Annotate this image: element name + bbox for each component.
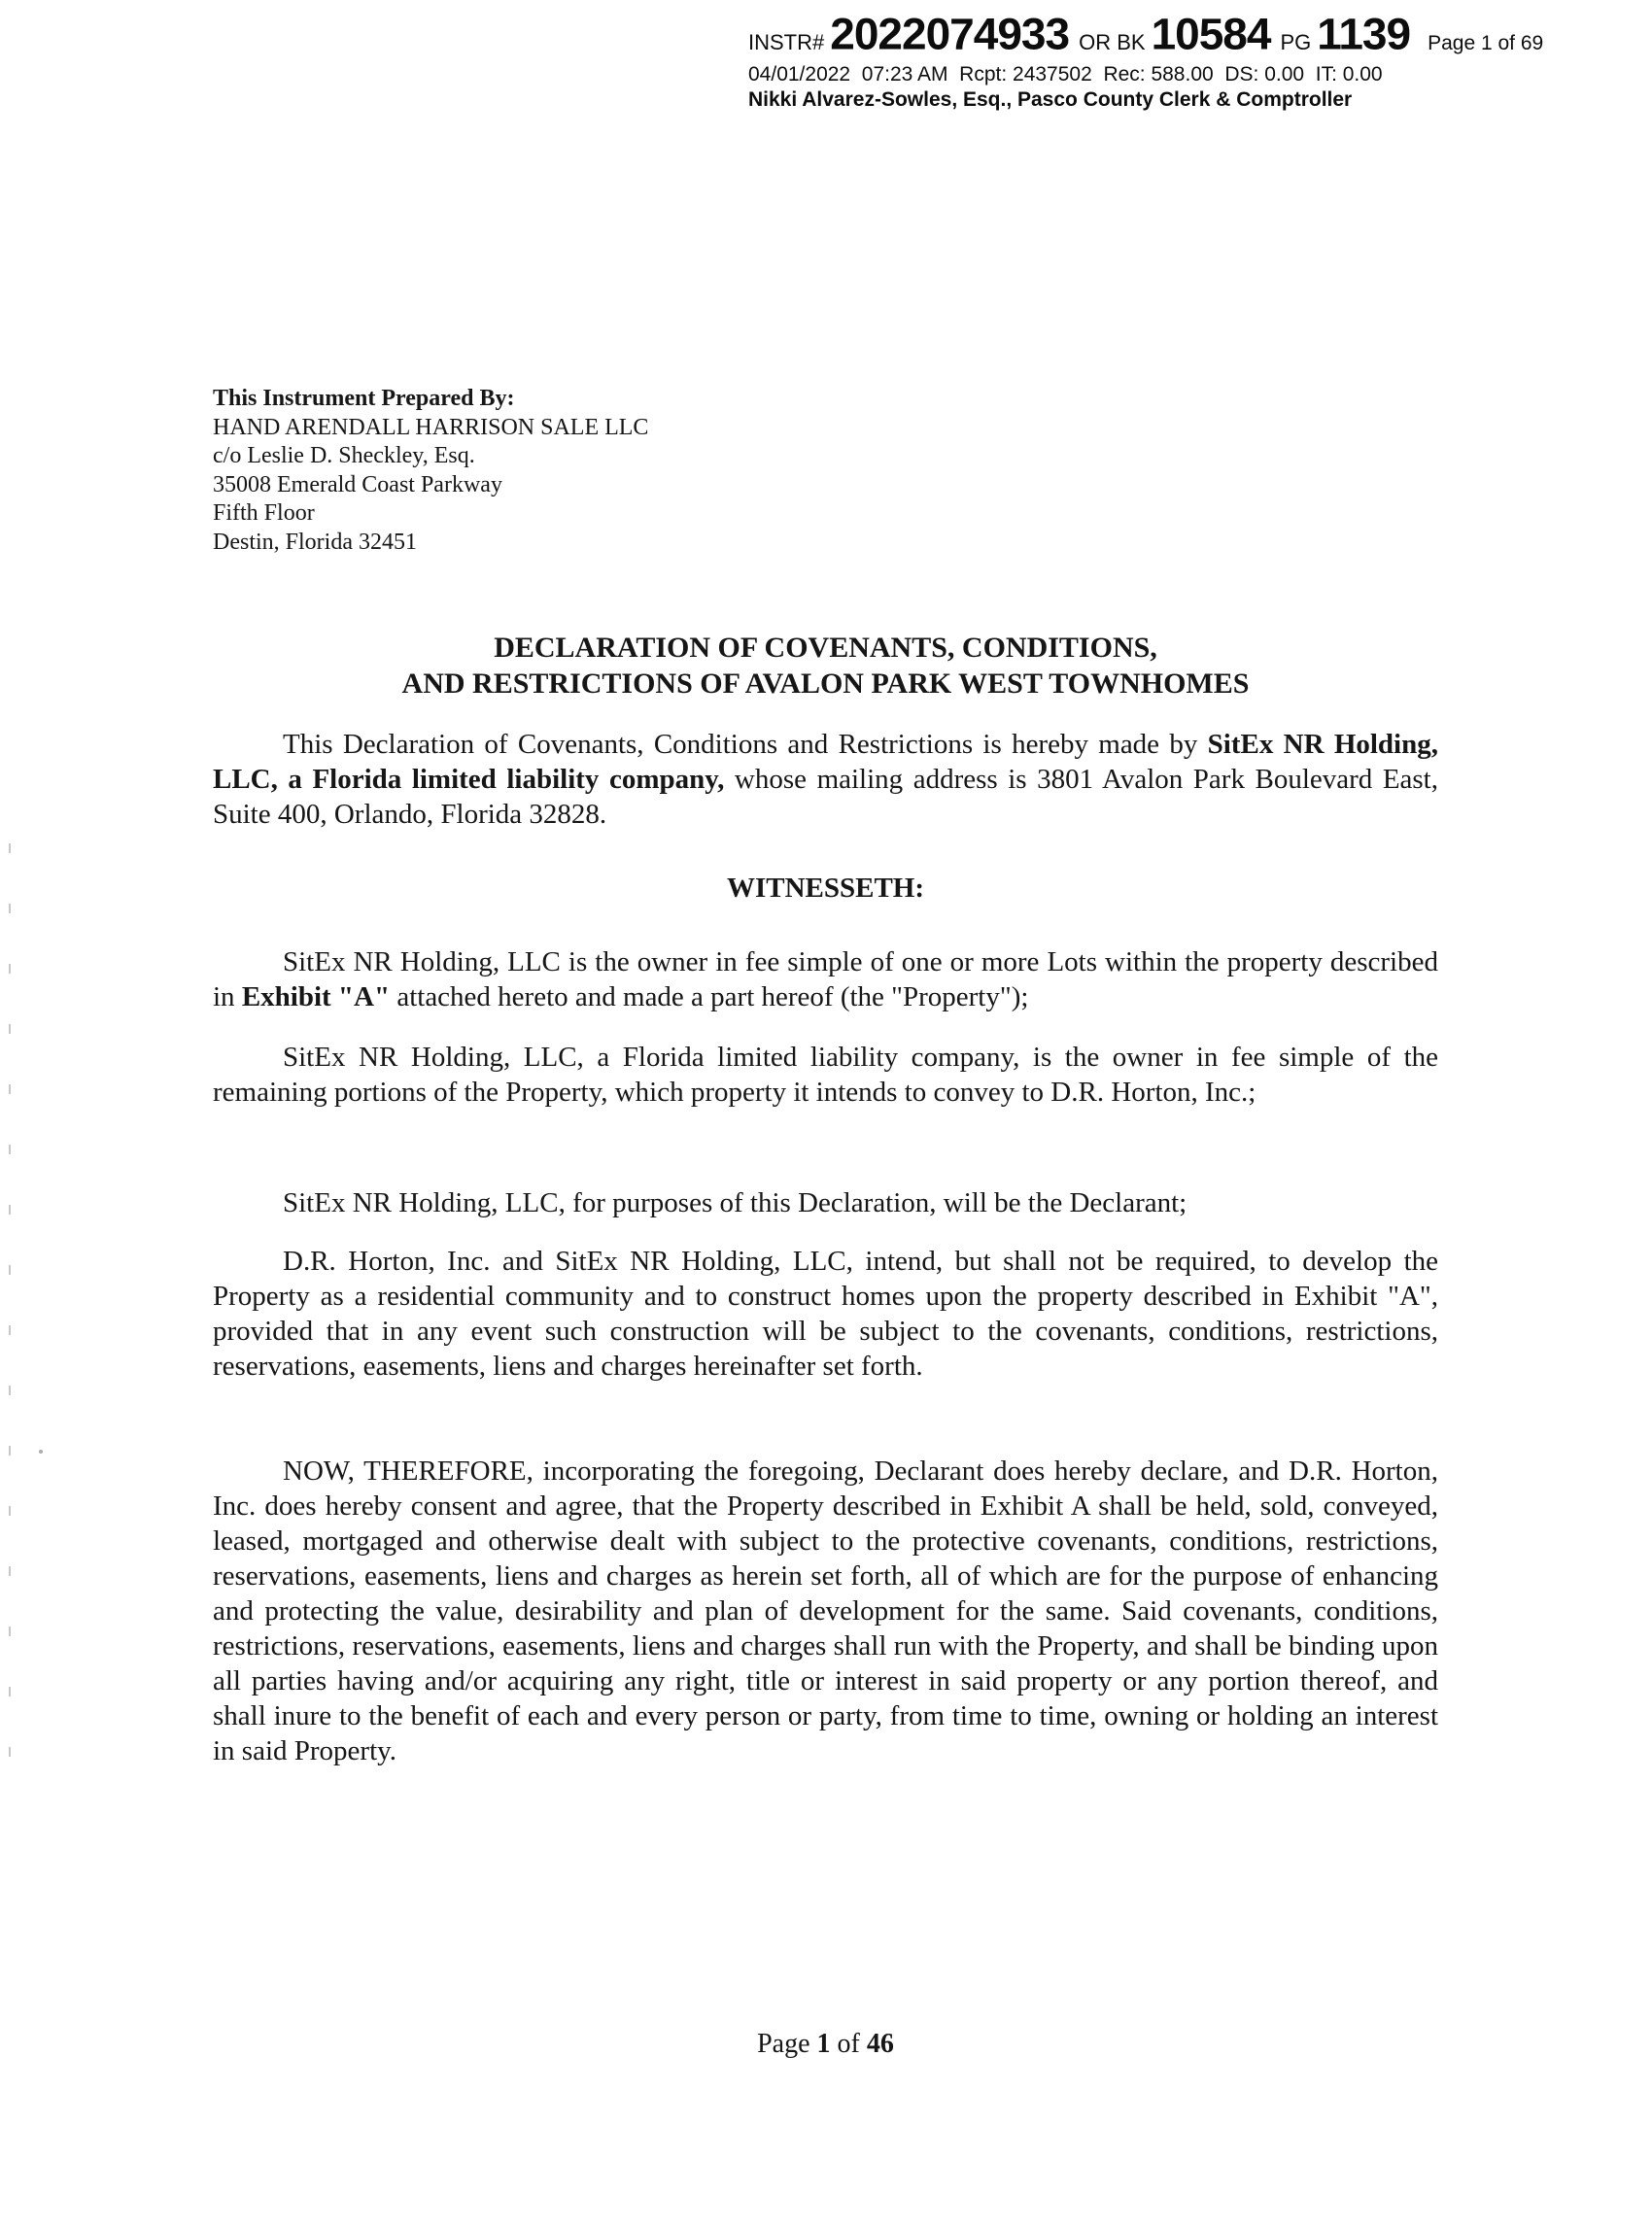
now-therefore-paragraph: NOW, THEREFORE, incorporating the foregoing, Declarant does hereby declare, and D.R. Horton, Inc. does hereby consent and agree, that the Property described in Exhibit A shall be held, sold, conveyed, leased, mortgaged and otherwise dealt with subject to the protective covenants, conditions, restrictions, reservations, easements, liens and charges as herein set forth, all of which are for the purpose of enhancing and protecting the value, desirability and plan of development for the same. Said covenants, conditions, restrictions, reservations, easements, liens and charges shall run with the Property, and shall be binding upon all parties having and/or acquiring any right, title or interest in said property or any portion thereof, and shall inure to the benefit of each and every person or party, from time to time, owning or holding an interest in said Property. bbox=[213, 1456, 1438, 1766]
instr-label: INSTR# bbox=[748, 30, 825, 54]
document-title-line2: AND RESTRICTIONS OF AVALON PARK WEST TOWNHOMES bbox=[401, 668, 1250, 700]
intro-paragraph-pre: This Declaration of Covenants, Conditions and Restrictions is hereby made by bbox=[283, 729, 1208, 760]
footer-page-label: Page bbox=[757, 2029, 817, 2059]
prepared-by-firm: HAND ARENDALL HARRISON SALE LLC bbox=[213, 414, 649, 440]
declarant-name-bold: SitEx NR Holding, LLC, a Florida limited liability company, bbox=[213, 729, 1438, 795]
prepared-by-street: 35008 Emerald Coast Parkway bbox=[213, 471, 502, 497]
recital-declarant-paragraph: SitEx NR Holding, LLC, for purposes of this Declaration, will be the Declarant; bbox=[283, 1187, 1187, 1218]
pg-label: PG bbox=[1280, 30, 1312, 54]
prepared-by-floor: Fifth Floor bbox=[213, 500, 315, 526]
prepared-by-attorney: c/o Leslie D. Sheckley, Esq. bbox=[213, 443, 475, 468]
intro-paragraph bbox=[213, 727, 1438, 832]
recital-development-paragraph: D.R. Horton, Inc. and SitEx NR Holding, LLC, intend, but shall not be required, to develop the Property as a residential community and to construct homes upon the property described in Exhibit "A", provided that in any event such construction will be subject to the covenants, conditions, restrictions, reservations, easements, liens and charges hereinafter set forth. bbox=[213, 1246, 1438, 1382]
book-number: 10584 bbox=[1151, 9, 1271, 59]
recording-stamp-line1 bbox=[748, 8, 1652, 60]
exhibit-a-bold: Exhibit "A" bbox=[241, 981, 391, 1012]
intro-paragraph-post: whose mailing address is 3801 Avalon Park Boulevard East, Suite 400, Orlando, Florida 32828. bbox=[213, 764, 1438, 830]
page-number-stamp: 1139 bbox=[1317, 9, 1411, 59]
witnesseth-heading: WITNESSETH: bbox=[726, 873, 925, 904]
or-bk-label: OR BK bbox=[1079, 30, 1146, 54]
footer-of-label: of bbox=[830, 2029, 867, 2059]
page-footer bbox=[213, 2029, 1438, 2060]
prepared-by-heading: This Instrument Prepared By: bbox=[213, 386, 515, 411]
instrument-number: 2022074933 bbox=[830, 9, 1070, 59]
footer-page-total: 46 bbox=[866, 2029, 894, 2059]
recital-remaining-property-paragraph: SitEx NR Holding, LLC, a Florida limited liability company, is the owner in fee simple of the remaining portions of the Property, which property it intends to convey to D.R. Horton, Inc.; bbox=[213, 1042, 1438, 1108]
recording-stamp-receipt-line: 04/01/2022 07:23 AM Rcpt: 2437502 Rec: 588.00 DS: 0.00 IT: 0.00 bbox=[748, 63, 1383, 86]
prepared-by-city: Destin, Florida 32451 bbox=[213, 529, 417, 555]
recital-owner-paragraph bbox=[213, 944, 1438, 1014]
prepared-by-block bbox=[213, 385, 648, 557]
recording-stamp bbox=[748, 8, 1652, 112]
recital-owner-post: attached hereto and made a part hereof (the "Property"); bbox=[390, 981, 1029, 1012]
footer-page-number: 1 bbox=[816, 2029, 831, 2059]
recital-owner-pre: SitEx NR Holding, LLC is the owner in fee simple of one or more Lots within the property described in bbox=[213, 946, 1438, 1012]
stamp-page-count: Page 1 of 69 bbox=[1428, 32, 1544, 54]
recording-stamp-clerk-line: Nikki Alvarez-Sowles, Esq., Pasco County Clerk & Comptroller bbox=[748, 88, 1353, 111]
document-title bbox=[213, 630, 1438, 702]
document-title-line1: DECLARATION OF COVENANTS, CONDITIONS, bbox=[494, 632, 1157, 664]
scan-artifact-dashed-line bbox=[9, 843, 11, 1791]
scan-artifact-dot bbox=[39, 1450, 43, 1454]
